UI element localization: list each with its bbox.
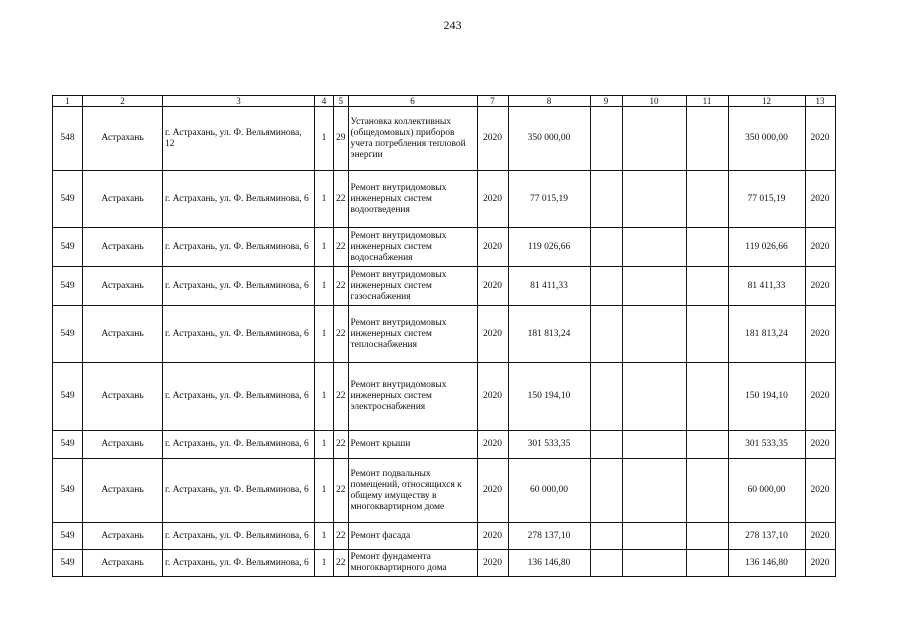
row-city: Астрахань — [83, 107, 163, 171]
col-header: 2 — [83, 96, 163, 107]
row-col10 — [622, 306, 686, 363]
row-col11 — [686, 431, 728, 459]
row-work-type: Ремонт подвальных помещений, относящихся к общему имуществу в многоквартирном доме — [348, 459, 477, 523]
table-row — [53, 459, 836, 523]
row-col10 — [622, 267, 686, 306]
row-col10 — [622, 107, 686, 171]
col-header: 3 — [163, 96, 315, 107]
row-total: 301 533,35 — [728, 431, 805, 459]
table-row — [53, 431, 836, 459]
row-cost: 60 000,00 — [508, 459, 590, 523]
row-col5: 22 — [334, 306, 349, 363]
row-year: 2020 — [477, 523, 508, 550]
row-col11 — [686, 267, 728, 306]
row-year2: 2020 — [805, 306, 835, 363]
table-row — [53, 228, 836, 267]
row-col9 — [590, 171, 622, 228]
row-year: 2020 — [477, 267, 508, 306]
row-city: Астрахань — [83, 550, 163, 577]
row-year2: 2020 — [805, 550, 835, 577]
col-header: 4 — [315, 96, 334, 107]
row-col11 — [686, 171, 728, 228]
row-col5: 22 — [334, 550, 349, 577]
row-total: 150 194,10 — [728, 363, 805, 431]
row-total: 119 026,66 — [728, 228, 805, 267]
row-address: г. Астрахань, ул. Ф. Вельяминова, 6 — [163, 459, 315, 523]
row-col10 — [622, 171, 686, 228]
row-number: 549 — [53, 267, 83, 306]
row-total: 278 137,10 — [728, 523, 805, 550]
row-number: 548 — [53, 107, 83, 171]
row-total: 350 000,00 — [728, 107, 805, 171]
row-number: 549 — [53, 228, 83, 267]
row-col11 — [686, 523, 728, 550]
row-col4: 1 — [315, 523, 334, 550]
row-col5: 22 — [334, 228, 349, 267]
row-city: Астрахань — [83, 306, 163, 363]
row-year2: 2020 — [805, 431, 835, 459]
row-number: 549 — [53, 171, 83, 228]
row-col11 — [686, 550, 728, 577]
row-col9 — [590, 523, 622, 550]
row-year: 2020 — [477, 228, 508, 267]
row-address: г. Астрахань, ул. Ф. Вельяминова, 6 — [163, 363, 315, 431]
row-number: 549 — [53, 523, 83, 550]
row-year2: 2020 — [805, 523, 835, 550]
capital-repair-table — [52, 95, 836, 577]
row-number: 549 — [53, 550, 83, 577]
row-year: 2020 — [477, 459, 508, 523]
table-row — [53, 363, 836, 431]
row-col10 — [622, 228, 686, 267]
row-col10 — [622, 363, 686, 431]
row-work-type: Установка коллективных (общедомовых) приборов учета потребления тепловой энергии — [348, 107, 477, 171]
col-header: 1 — [53, 96, 83, 107]
row-work-type: Ремонт внутридомовых инженерных систем электроснабжения — [348, 363, 477, 431]
row-year2: 2020 — [805, 459, 835, 523]
row-total: 77 015,19 — [728, 171, 805, 228]
row-col5: 22 — [334, 431, 349, 459]
row-work-type: Ремонт внутридомовых инженерных систем газоснабжения — [348, 267, 477, 306]
row-address: г. Астрахань, ул. Ф. Вельяминова, 6 — [163, 228, 315, 267]
row-col4: 1 — [315, 228, 334, 267]
row-work-type: Ремонт крыши — [348, 431, 477, 459]
row-col5: 22 — [334, 171, 349, 228]
row-col9 — [590, 107, 622, 171]
row-year: 2020 — [477, 306, 508, 363]
row-col10 — [622, 459, 686, 523]
row-col11 — [686, 459, 728, 523]
col-header: 8 — [508, 96, 590, 107]
row-city: Астрахань — [83, 171, 163, 228]
row-col5: 22 — [334, 363, 349, 431]
row-year: 2020 — [477, 171, 508, 228]
row-number: 549 — [53, 363, 83, 431]
table-row — [53, 550, 836, 577]
row-total: 136 146,80 — [728, 550, 805, 577]
row-col4: 1 — [315, 459, 334, 523]
row-cost: 150 194,10 — [508, 363, 590, 431]
row-address: г. Астрахань, ул. Ф. Вельяминова, 6 — [163, 523, 315, 550]
table-row — [53, 306, 836, 363]
row-col5: 29 — [334, 107, 349, 171]
row-address: г. Астрахань, ул. Ф. Вельяминова, 6 — [163, 431, 315, 459]
row-work-type: Ремонт внутридомовых инженерных систем водоотведения — [348, 171, 477, 228]
row-year: 2020 — [477, 550, 508, 577]
row-col11 — [686, 228, 728, 267]
col-header: 7 — [477, 96, 508, 107]
row-col10 — [622, 523, 686, 550]
row-year2: 2020 — [805, 228, 835, 267]
row-col9 — [590, 306, 622, 363]
row-city: Астрахань — [83, 431, 163, 459]
col-header: 9 — [590, 96, 622, 107]
row-cost: 301 533,35 — [508, 431, 590, 459]
row-year: 2020 — [477, 363, 508, 431]
row-address: г. Астрахань, ул. Ф. Вельяминова, 6 — [163, 550, 315, 577]
row-col10 — [622, 431, 686, 459]
row-col5: 22 — [334, 523, 349, 550]
row-col10 — [622, 550, 686, 577]
row-address: г. Астрахань, ул. Ф. Вельяминова, 6 — [163, 267, 315, 306]
row-col9 — [590, 267, 622, 306]
row-cost: 119 026,66 — [508, 228, 590, 267]
row-cost: 136 146,80 — [508, 550, 590, 577]
table-row — [53, 107, 836, 171]
row-total: 81 411,33 — [728, 267, 805, 306]
row-col5: 22 — [334, 459, 349, 523]
row-col4: 1 — [315, 306, 334, 363]
col-header: 6 — [348, 96, 477, 107]
row-number: 549 — [53, 306, 83, 363]
row-col4: 1 — [315, 171, 334, 228]
table-row — [53, 171, 836, 228]
row-col5: 22 — [334, 267, 349, 306]
row-cost: 77 015,19 — [508, 171, 590, 228]
page-number: 243 — [443, 18, 462, 32]
row-work-type: Ремонт внутридомовых инженерных систем водоснабжения — [348, 228, 477, 267]
table-row — [53, 523, 836, 550]
row-col9 — [590, 228, 622, 267]
row-address: г. Астрахань, ул. Ф. Вельяминова, 12 — [163, 107, 315, 171]
row-number: 549 — [53, 459, 83, 523]
row-total: 60 000,00 — [728, 459, 805, 523]
row-year: 2020 — [477, 107, 508, 171]
table-row — [53, 267, 836, 306]
row-city: Астрахань — [83, 459, 163, 523]
col-header: 10 — [622, 96, 686, 107]
row-cost: 350 000,00 — [508, 107, 590, 171]
row-col9 — [590, 363, 622, 431]
row-year: 2020 — [477, 431, 508, 459]
row-cost: 181 813,24 — [508, 306, 590, 363]
row-col4: 1 — [315, 363, 334, 431]
row-city: Астрахань — [83, 228, 163, 267]
row-col4: 1 — [315, 267, 334, 306]
row-number: 549 — [53, 431, 83, 459]
row-year2: 2020 — [805, 107, 835, 171]
row-work-type: Ремонт фасада — [348, 523, 477, 550]
row-col9 — [590, 550, 622, 577]
col-header: 12 — [728, 96, 805, 107]
row-total: 181 813,24 — [728, 306, 805, 363]
row-col11 — [686, 306, 728, 363]
row-city: Астрахань — [83, 523, 163, 550]
col-header: 5 — [334, 96, 349, 107]
row-year2: 2020 — [805, 363, 835, 431]
row-address: г. Астрахань, ул. Ф. Вельяминова, 6 — [163, 171, 315, 228]
row-col11 — [686, 107, 728, 171]
col-header: 13 — [805, 96, 835, 107]
row-col9 — [590, 459, 622, 523]
row-cost: 278 137,10 — [508, 523, 590, 550]
row-col4: 1 — [315, 107, 334, 171]
row-work-type: Ремонт фундамента многоквартирного дома — [348, 550, 477, 577]
row-col9 — [590, 431, 622, 459]
row-city: Астрахань — [83, 363, 163, 431]
row-cost: 81 411,33 — [508, 267, 590, 306]
row-col11 — [686, 363, 728, 431]
row-col4: 1 — [315, 550, 334, 577]
column-number-row — [53, 96, 836, 107]
row-address: г. Астрахань, ул. Ф. Вельяминова, 6 — [163, 306, 315, 363]
row-col4: 1 — [315, 431, 334, 459]
col-header: 11 — [686, 96, 728, 107]
row-year2: 2020 — [805, 267, 835, 306]
row-city: Астрахань — [83, 267, 163, 306]
row-year2: 2020 — [805, 171, 835, 228]
row-work-type: Ремонт внутридомовых инженерных систем теплоснабжения — [348, 306, 477, 363]
